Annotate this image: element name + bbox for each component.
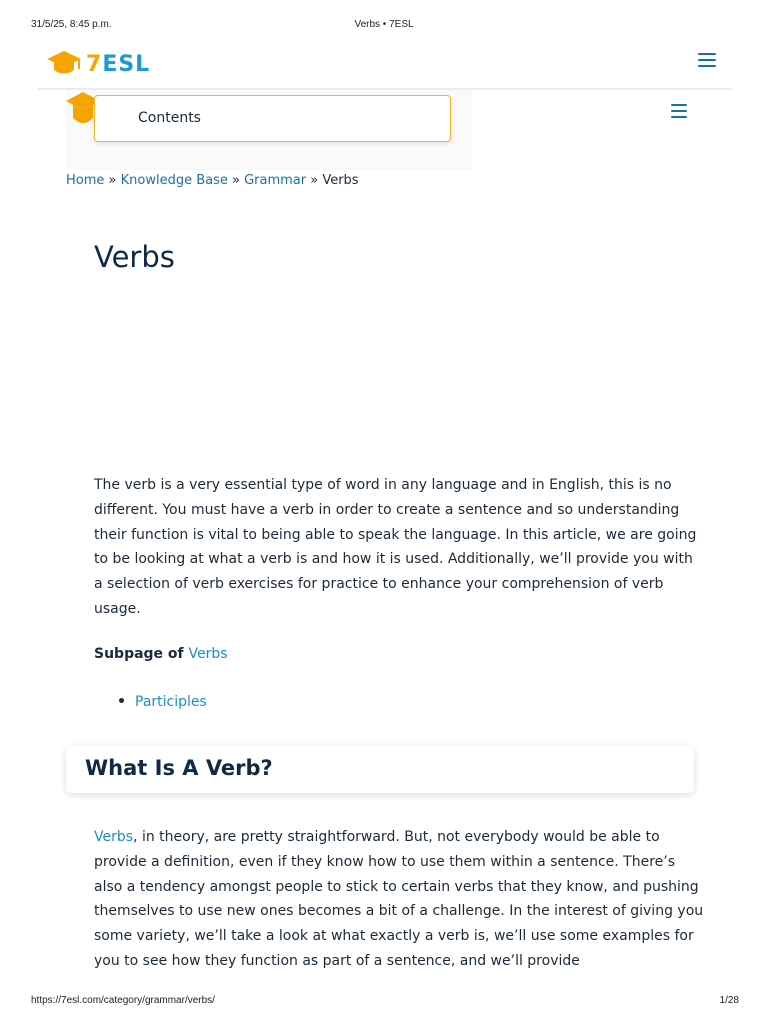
subpage-of — [94, 646, 228, 662]
breadcrumb-separator: » — [104, 173, 121, 188]
subpage-list — [119, 694, 207, 710]
site-header — [38, 40, 732, 90]
breadcrumb — [66, 173, 359, 188]
breadcrumb-home[interactable]: Home — [66, 173, 105, 188]
toc-label: Contents — [138, 110, 201, 126]
subpage-link-participles[interactable]: Participles — [135, 694, 207, 710]
print-date: 31/5/25, 8:45 p.m. — [31, 19, 112, 30]
breadcrumb-knowledge-base[interactable]: Knowledge Base — [120, 173, 228, 188]
section-heading-card — [66, 746, 694, 793]
breadcrumb-separator: » — [227, 173, 245, 188]
graduation-cap-icon — [46, 49, 82, 79]
site-logo[interactable] — [46, 46, 150, 82]
section-paragraph — [94, 825, 704, 974]
subpage-label: Subpage of — [94, 646, 189, 662]
logo-text — [86, 52, 150, 77]
bullet-icon — [119, 698, 124, 703]
print-page-number: 1/28 — [719, 995, 739, 1006]
verbs-link[interactable]: Verbs — [94, 829, 134, 845]
subpage-parent-link[interactable]: Verbs — [188, 646, 228, 662]
breadcrumb-grammar[interactable]: Grammar — [244, 173, 307, 188]
hamburger-menu-icon[interactable] — [671, 104, 687, 118]
hamburger-menu-icon[interactable] — [698, 53, 716, 69]
print-url: https://7esl.com/category/grammar/verbs/ — [31, 995, 215, 1006]
section-paragraph-text: , in theory, are pretty straightforward. But, not everybody would be able to provide a definition, even if they know how to use them within a sentence. There’s also a tendency amongst people to stick to certain verbs that they know, and pushing themselves to use new ones becomes a bit of a challenge. In the interest of giving you some variety, we’ll take a look at what exactly a verb is, we’ll use some examples for you to see how they function as part of a sentence, and we’ll provide — [94, 829, 704, 969]
page-title: Verbs — [94, 240, 175, 274]
breadcrumb-separator: » — [306, 173, 323, 188]
intro-paragraph: The verb is a very essential type of word in any language and in English, this is no different. You must have a verb in order to create a sentence and so understanding their function is vital to being able to speak the language. In this article, we are going to be looking at what a verb is and how it is used. Additionally, we’ll provide you with a selection of verb exercises for practice to enhance your comprehension of verb usage. — [94, 477, 697, 617]
print-header — [0, 19, 768, 33]
print-title: Verbs • 7ESL — [354, 19, 414, 30]
section-heading: What Is A Verb? — [85, 756, 273, 780]
logo-seven: 7 — [86, 51, 103, 77]
toc-toggle[interactable] — [94, 95, 451, 142]
logo-esl: ESL — [102, 51, 151, 77]
breadcrumb-current: Verbs — [322, 173, 359, 188]
